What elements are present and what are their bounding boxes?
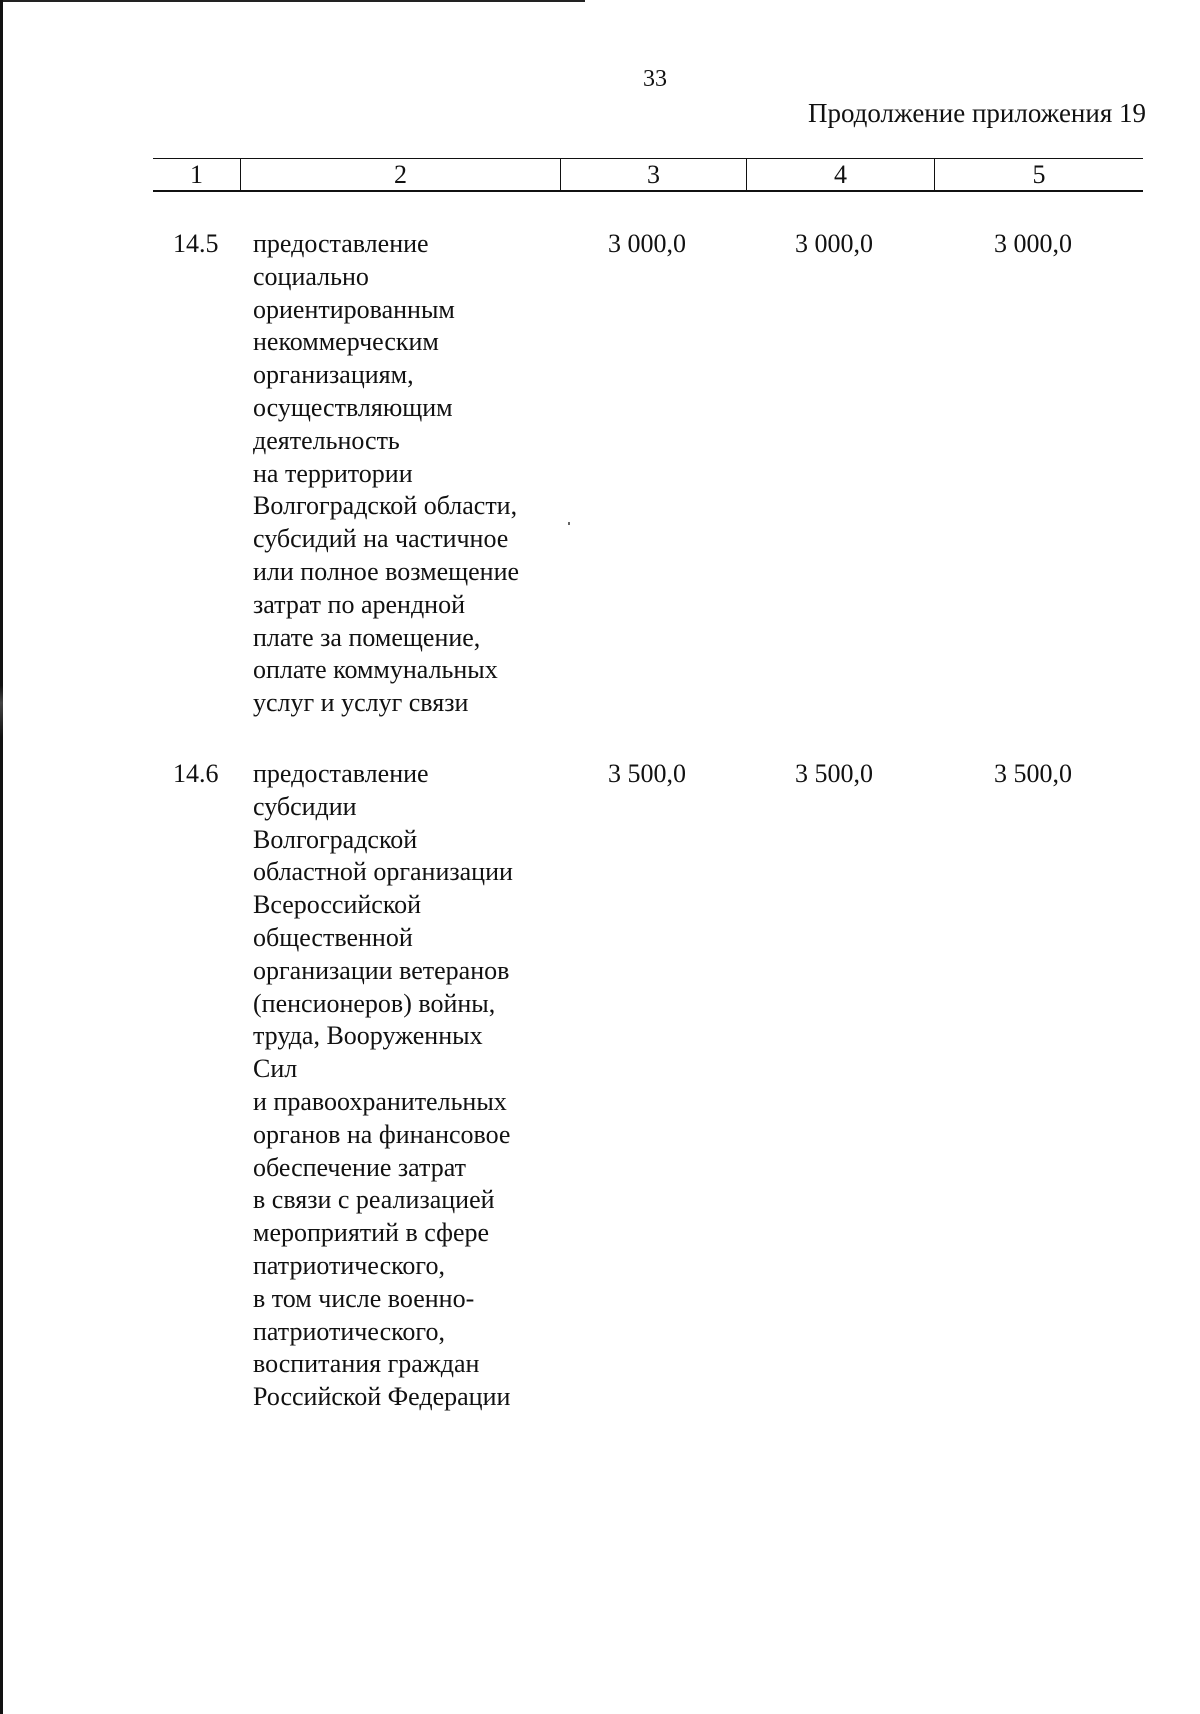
column-header-5: 5 bbox=[934, 159, 1143, 190]
scan-edge-left bbox=[0, 0, 3, 1714]
row-value-col3: 3 000,0 bbox=[608, 229, 686, 258]
row-description: предоставление социально ориентированным некоммерческим организациям, осуществляющим деятельность на территории Волгоградской области, субсидий на частичное или полное возмещение затрат по арендной плате за помещение, оплате коммунальных услуг и услуг связи bbox=[253, 229, 520, 718]
scan-edge-top bbox=[0, 0, 585, 2]
page-number: 33 bbox=[643, 66, 667, 92]
row-value-col4: 3 500,0 bbox=[795, 759, 873, 788]
row-description: предоставление субсидии Волгоградской областной организации Всероссийской общественной организации ветеранов (пенсионеров) войны, труда, Вооруженных Сил и правоохранительных органов на финансовое обеспечение затрат в связи с реализацией мероприятий в сфере патриотического, в том числе военно- патриотического, воспитания граждан Российской Федерации bbox=[253, 759, 513, 1412]
row-value-col4: 3 000,0 bbox=[795, 229, 873, 258]
scan-speck bbox=[568, 522, 570, 525]
row-number: 14.6 bbox=[173, 759, 219, 788]
column-header-1: 1 bbox=[190, 160, 203, 189]
row-number: 14.5 bbox=[173, 229, 219, 258]
table-header-row bbox=[153, 158, 1143, 192]
column-header-3: 3 bbox=[560, 159, 746, 190]
appendix-continuation-label: Продолжение приложения 19 bbox=[807, 98, 1146, 128]
row-value-col5: 3 000,0 bbox=[994, 229, 1072, 258]
column-header-2: 2 bbox=[240, 159, 560, 190]
row-value-col3: 3 500,0 bbox=[608, 759, 686, 788]
column-header-4: 4 bbox=[746, 159, 934, 190]
row-value-col5: 3 500,0 bbox=[994, 759, 1072, 788]
